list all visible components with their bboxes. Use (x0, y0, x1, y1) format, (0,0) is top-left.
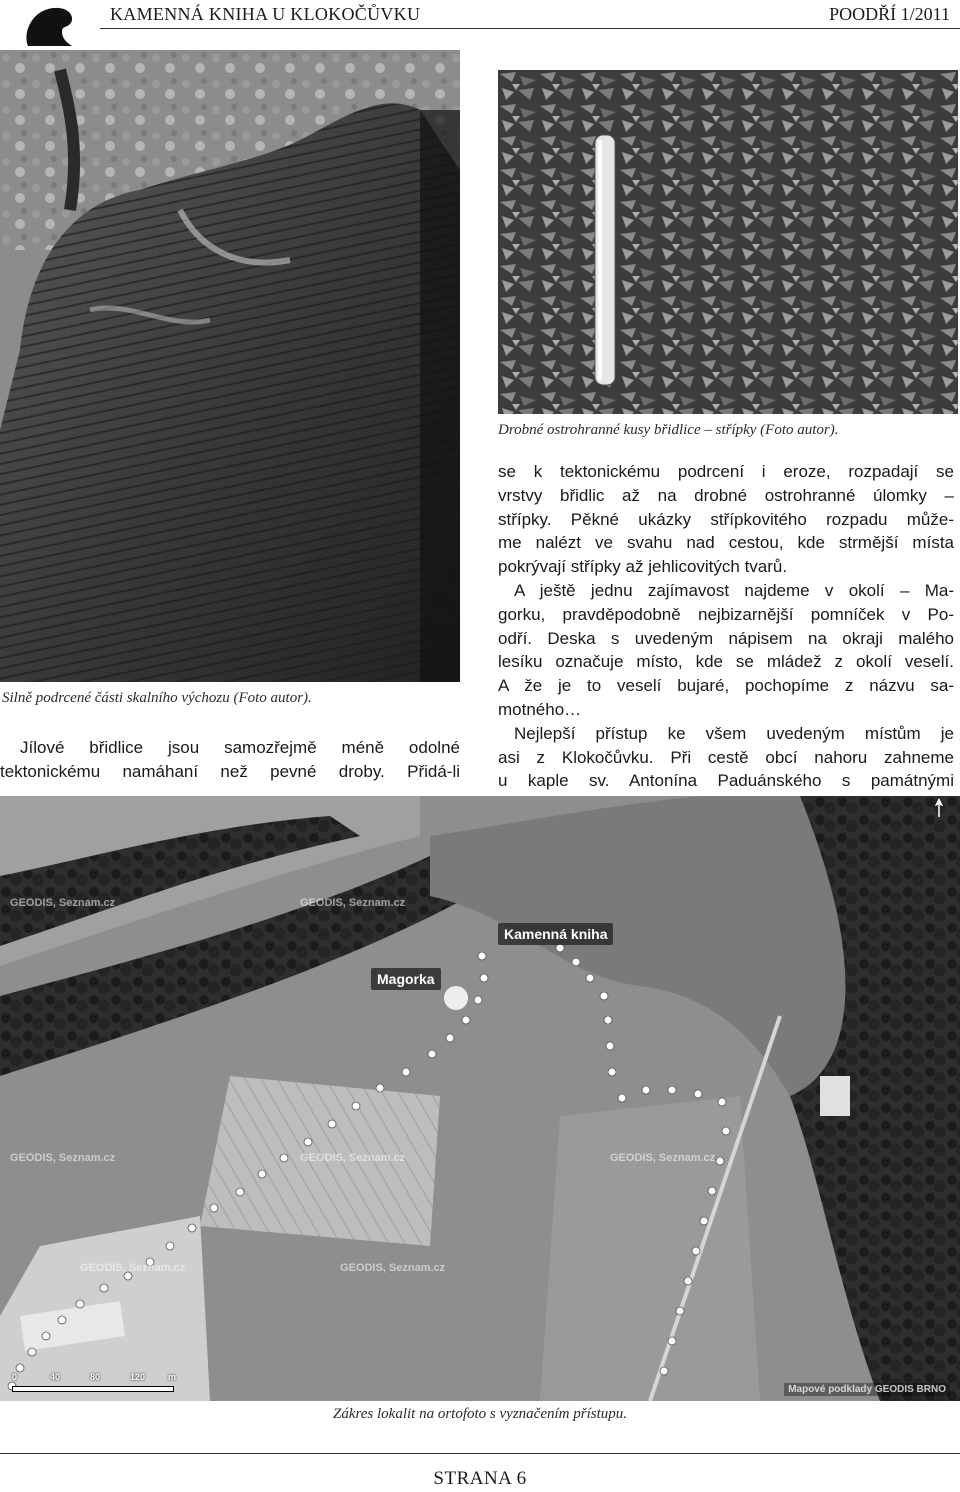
scale-tick-label: 80 (90, 1372, 101, 1382)
map-label-magorka: Magorka (371, 968, 441, 990)
left-column-text (0, 736, 460, 784)
text-line: motného… (498, 699, 582, 719)
text-line: střípky. Pěkné ukázky střípkovitého rozpadu může- (498, 509, 954, 529)
map-caption: Zákres lokalit na ortofoto s vyznačením přístupu. (332, 1406, 627, 1422)
text-line: odří. Deska s uvedeným nápisem na okraji malého (498, 628, 954, 648)
shale-fragments-photo (498, 70, 958, 414)
scale-tick-label: 0 (12, 1372, 18, 1382)
text-line: lesíku označuje místo, kde se mládež z okolí veselí. (498, 652, 954, 672)
map-watermark: GEODIS, Seznam.cz (610, 1152, 716, 1164)
map-watermark: GEODIS, Seznam.cz (300, 897, 406, 909)
text-line: Jílové břidlice jsou samozřejmě méně odolné (20, 738, 460, 757)
text-line: u kaple sv. Antonína Paduánského s památnými (498, 771, 954, 791)
shale-photo-caption: Drobné ostrohranné kusy břidlice – střípky (Foto autor). (498, 422, 839, 438)
text-line: asi z Klokočůvku. Při cestě obcí nahoru zahneme (498, 747, 954, 767)
map-watermark: GEODIS, Seznam.cz (300, 1152, 406, 1164)
map-label-kamenna-kniha: Kamenná kniha (498, 923, 613, 945)
page-header (0, 0, 960, 50)
map-scale-bar (12, 1372, 177, 1392)
map-watermark: GEODIS, Seznam.cz (340, 1262, 446, 1274)
scale-tick-label: m (168, 1372, 177, 1382)
rock-outcrop-photo (0, 50, 460, 682)
scale-tick-label: 40 (50, 1372, 61, 1382)
text-line: A že je to veselí bujaré, pochopíme z názvu sa- (498, 676, 954, 696)
text-line: se k tektonickému podrcení i eroze, rozpadají se (498, 462, 954, 481)
orthophoto-map (0, 796, 960, 1401)
header-divider (100, 28, 960, 29)
text-line: pokrývají střípky až jehlicovitých tvarů. (498, 557, 788, 577)
north-arrow-icon (932, 797, 946, 819)
text-line: Nejlepší přístup ke všem uvedeným místům je (514, 723, 954, 743)
map-watermark: GEODIS, Seznam.cz (10, 1152, 116, 1164)
page-number: STRANA 6 (433, 1468, 527, 1489)
text-line: gorku, pravděpodobně nejbizarnější pomníček v Po- (498, 604, 954, 624)
text-line: A ještě jednu zajímavost najdeme v okolí – Ma- (514, 580, 954, 600)
map-watermark: GEODIS, Seznam.cz (80, 1262, 186, 1274)
issue-label: POODŘÍ 1/2011 (829, 4, 950, 24)
text-line: tektonickému namáhaní než pevné droby. Přidá-li (0, 761, 460, 781)
logo-icon (22, 6, 82, 48)
rock-photo-caption: Silně podrcené části skalního výchozu (Foto autor). (2, 690, 312, 706)
text-line: me nalézt ve svahu nad cestou, kde strmější místa (498, 533, 954, 553)
right-column-text (498, 460, 954, 793)
map-watermark: GEODIS, Seznam.cz (10, 897, 116, 909)
scale-tick-label: 120 (130, 1372, 146, 1382)
map-credit: Mapové podklady GEODIS BRNO (784, 1383, 950, 1396)
footer-divider (0, 1453, 960, 1454)
text-line: vrstvy břidlic až na drobné ostrohranné úlomky – (498, 485, 954, 505)
scale-bar-line (12, 1386, 174, 1392)
running-title: KAMENNÁ KNIHA U KLOKOČŮVKU (110, 4, 421, 24)
